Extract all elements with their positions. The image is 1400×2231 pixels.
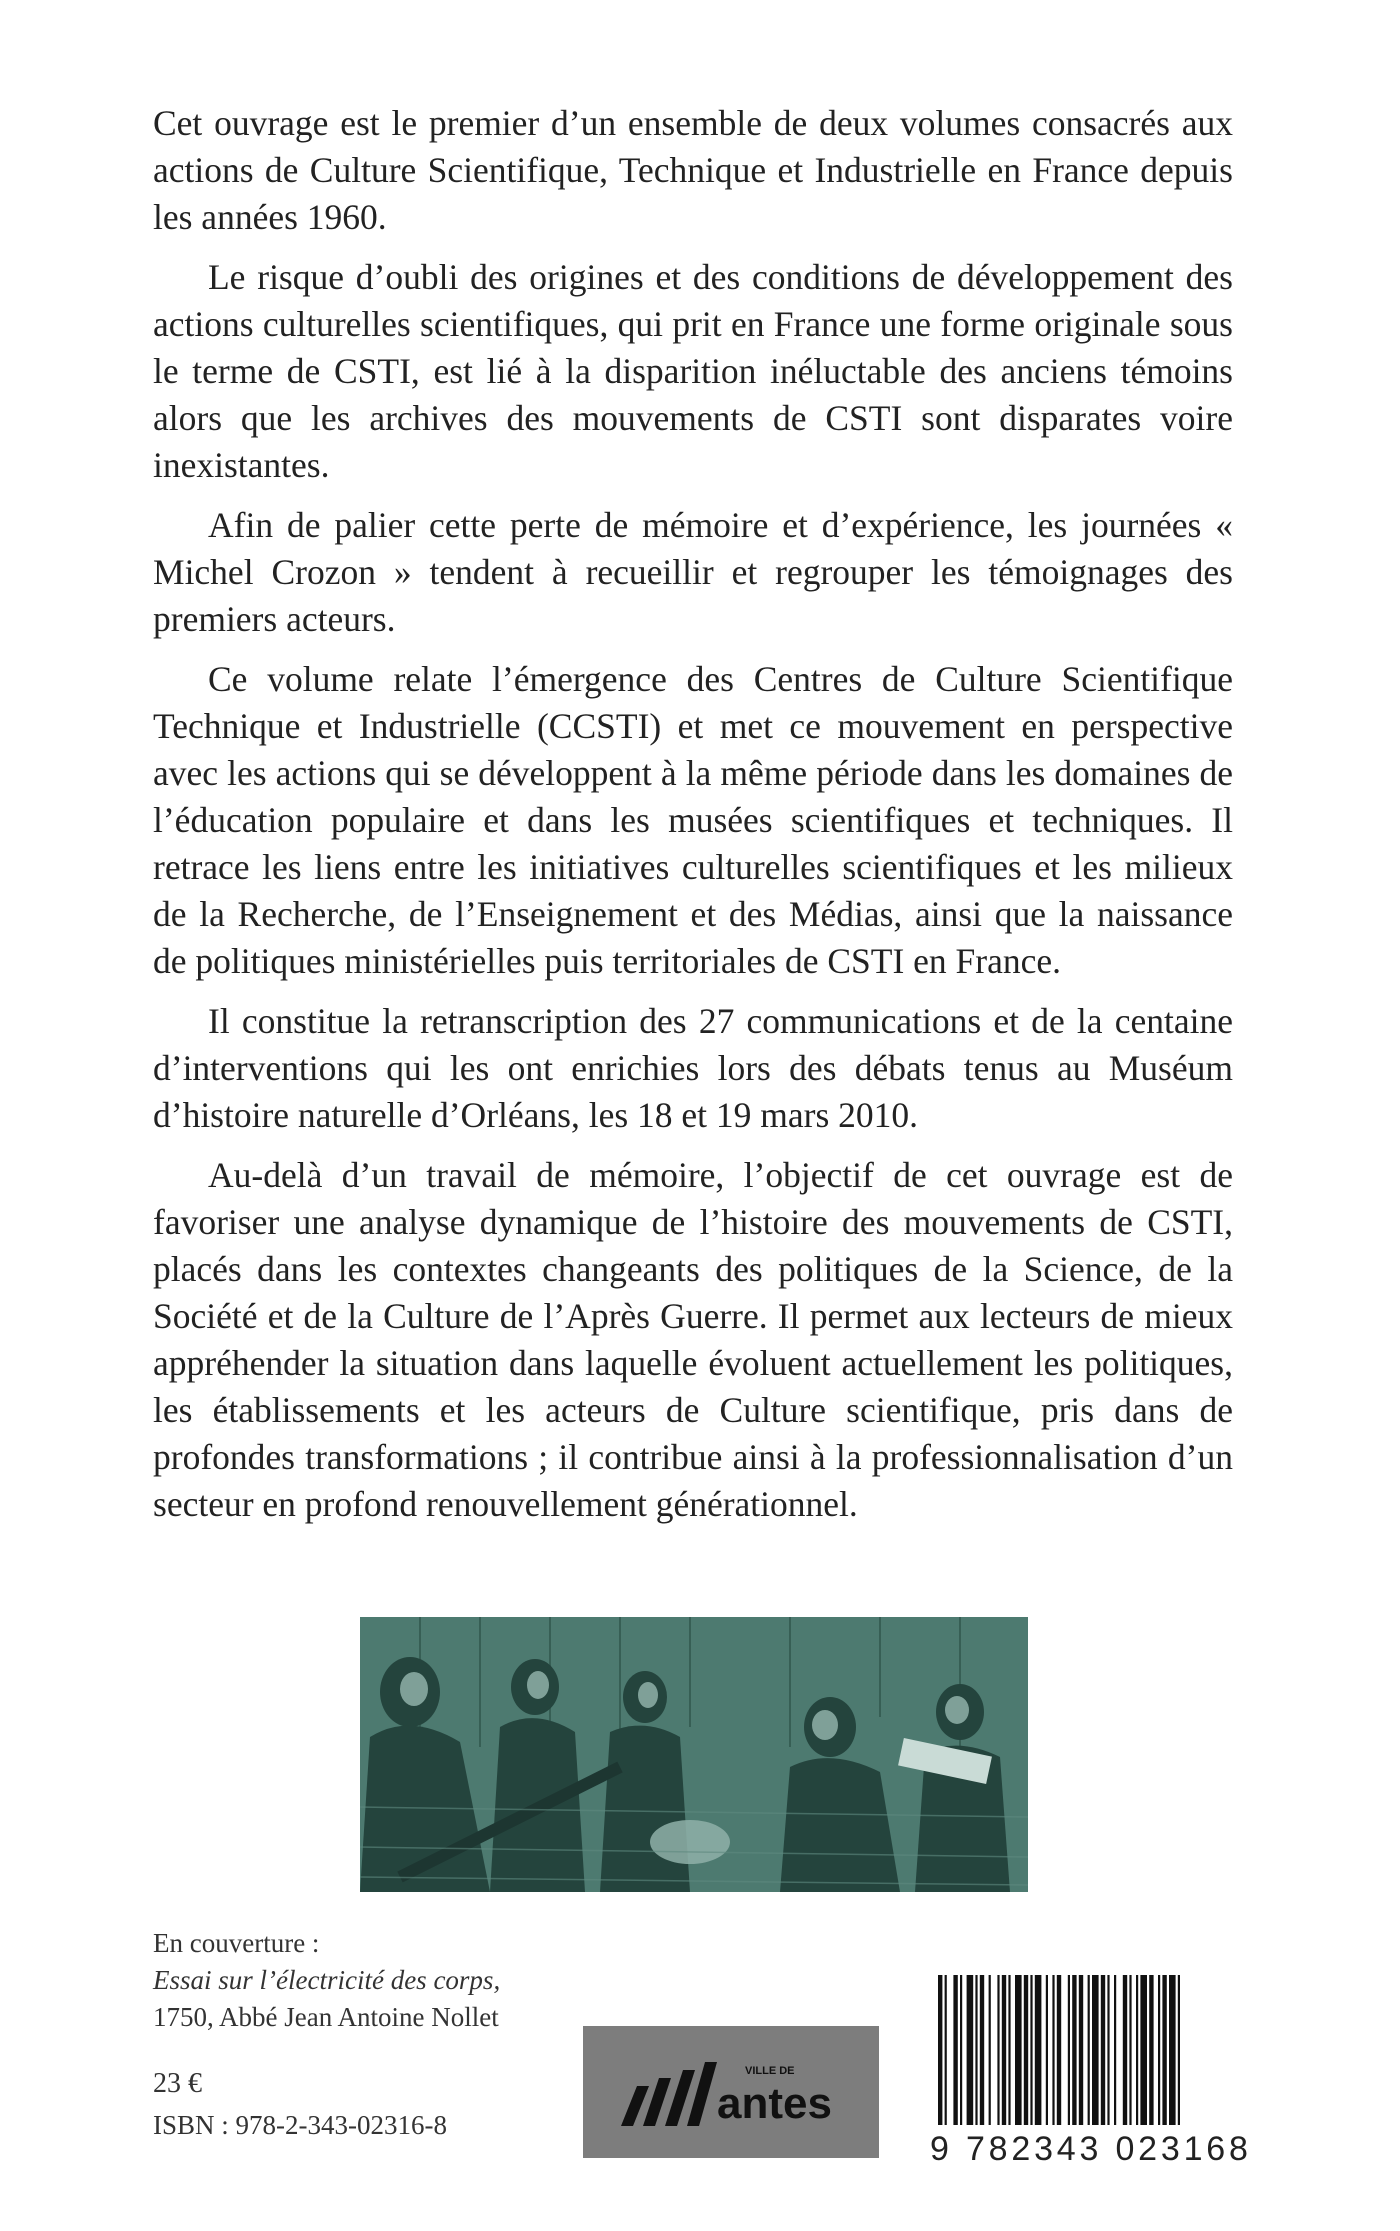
barcode-bar <box>980 1975 984 2125</box>
engraving-illustration <box>360 1617 1028 1892</box>
paragraph: Afin de palier cette perte de mémoire et d’expérience, les journées « Michel Crozon » tendent à recueillir et regrouper les témoignages des premiers acteurs. <box>153 505 1233 639</box>
barcode-bar <box>1035 1975 1042 2125</box>
caption-credit: 1750, Abbé Jean Antoine Nollet <box>153 2002 499 2032</box>
barcode-bar <box>1092 1975 1099 2125</box>
barcode-bar <box>1079 1975 1083 2125</box>
barcode-bar <box>975 1975 977 2125</box>
barcode-bar <box>967 1975 974 2125</box>
barcode-bar <box>1114 1975 1116 2125</box>
paragraph: Cet ouvrage est le premier d’un ensemble de deux volumes consacrés aux actions de Culture Scientifique, Technique et Industrielle en France depuis les années 1960. <box>153 103 1233 237</box>
barcode-bar <box>1123 1975 1127 2125</box>
barcode-bar <box>953 1975 957 2125</box>
back-cover-text <box>153 100 1233 1541</box>
barcode-bar <box>1057 1975 1061 2125</box>
paragraph: Le risque d’oubli des origines et des conditions de développement des actions culturelles scientifiques, qui prit en France une forme originale sous le terme de CSTI, est lié à la disparition inéluctable des anciens témoins alors que les archives des mouvements de CSTI sont disparates voire inexistantes. <box>153 257 1233 485</box>
barcode-bar <box>1129 1975 1131 2125</box>
barcode-bar <box>1107 1975 1109 2125</box>
logo-name: antes <box>717 2079 832 2128</box>
isbn: ISBN : 978-2-343-02316-8 <box>153 2110 447 2140</box>
barcode-bar <box>945 1975 947 2125</box>
barcode-bar <box>1002 1975 1006 2125</box>
logo-top-text: VILLE DE <box>745 2065 795 2077</box>
caption-label: En couverture : <box>153 1928 320 1958</box>
cover-engraving-image <box>360 1617 1028 1892</box>
barcode-bar <box>1140 1975 1147 2125</box>
paragraph: Au-delà d’un travail de mémoire, l’objectif de cet ouvrage est de favoriser une analyse dynamique de l’histoire des mouvements de CSTI, placés dans les contextes changeants des politiques de la Science, de la Société et de la Culture de l’Après Guerre. Il permet aux lecteurs de mieux appréhender la situation dans laquelle évoluent actuellement les politiques, les établissements et les acteurs de Culture scientifique, pris dans de profondes transformations ; il contribue ainsi à la professionnalisation d’un secteur en profond renouvellement générationnel. <box>153 1155 1233 1524</box>
barcode <box>930 1975 1250 2180</box>
barcode-bar <box>989 1975 991 2125</box>
barcode-bar <box>1072 1975 1076 2125</box>
barcode-bar <box>997 1975 999 2125</box>
barcode-bar <box>1162 1975 1166 2125</box>
ville-de-nantes-logo <box>583 2026 879 2158</box>
barcode-bar <box>1046 1975 1048 2125</box>
barcode-digits: 9 782343 023168 <box>930 2130 1252 2168</box>
barcode-bar <box>960 1975 962 2125</box>
barcode-bar <box>1068 1975 1070 2125</box>
barcode-bar <box>938 1975 942 2125</box>
paragraph: Ce volume relate l’émergence des Centres de Culture Scientifique Technique et Industrielle (CCSTI) et met ce mouvement en perspective avec les actions qui se développent à la même période dans les domaines de l’éducation populaire et dans les musées scientifiques et techniques. Il retrace les liens entre les initiatives culturelles scientifiques et les milieux de la Recherche, de l’Enseignement et des Médias, ainsi que la naissance de politiques ministérielles puis territoriales de CSTI en France. <box>153 659 1233 981</box>
barcode-bar <box>1169 1975 1176 2125</box>
barcode-bars <box>930 1975 1250 2130</box>
barcode-bar <box>1101 1975 1105 2125</box>
barcode-bar <box>1178 1975 1180 2125</box>
price: 23 € <box>153 2068 202 2099</box>
barcode-bar <box>1052 1975 1054 2125</box>
barcode-bar <box>1136 1975 1138 2125</box>
barcode-bar <box>1008 1975 1010 2125</box>
paragraph: Il constitue la retranscription des 27 communications et de la centaine d’interventions qui les ont enrichies lors des débats tenus au Muséum d’histoire naturelle d’Orléans, les 18 et 19 mars 2010. <box>153 1001 1233 1135</box>
caption-title: Essai sur l’électricité des corps, <box>153 1965 501 1995</box>
barcode-bar <box>1158 1975 1160 2125</box>
barcode-bar <box>1030 1975 1032 2125</box>
nantes-logo-icon <box>583 2026 879 2158</box>
barcode-bar <box>1015 1975 1022 2125</box>
barcode-bar <box>1088 1975 1090 2125</box>
barcode-bar <box>1149 1975 1153 2125</box>
cover-caption <box>153 1925 573 2036</box>
barcode-bar <box>1024 1975 1028 2125</box>
